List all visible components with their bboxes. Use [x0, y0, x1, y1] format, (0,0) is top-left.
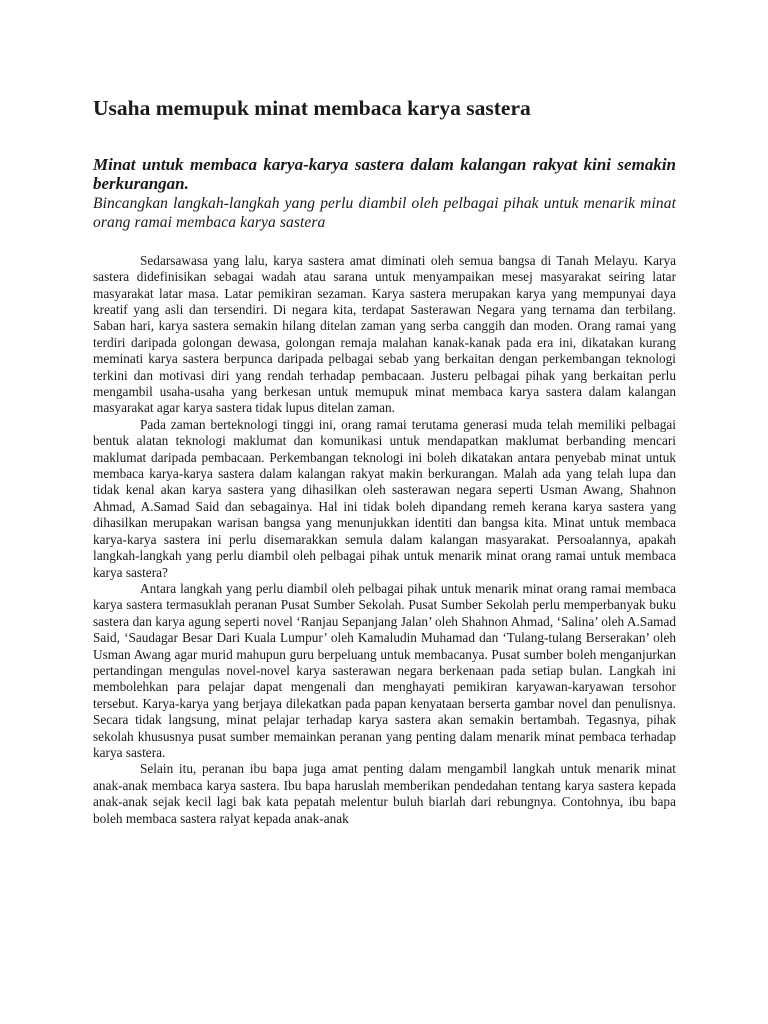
paragraph-4: Selain itu, peranan ibu bapa juga amat penting dalam mengambil langkah untuk menarik minat anak-anak membaca karya sastera. Ibu bapa haruslah memberikan pendedahan tentang karya sastera kepada anak-anak sejak kecil lagi bak kata pepatah melentur buluh biarlah dari rebungnya. Contohnya, ibu bapa boleh membaca sastera ralyat kepada anak-anak — [93, 761, 676, 826]
document-title: Usaha memupuk minat membaca karya sastera — [93, 96, 531, 120]
document-page — [93, 96, 676, 827]
essay-question: Minat untuk membaca karya-karya sastera dalam kalangan rakyat kini semakin berkurangan. — [93, 154, 676, 193]
essay-instruction: Bincangkan langkah-langkah yang perlu diambil oleh pelbagai pihak untuk menarik minat orang ramai membaca karya sastera — [93, 194, 676, 231]
paragraph-3: Antara langkah yang perlu diambil oleh pelbagai pihak untuk menarik minat orang ramai membaca karya sastera termasuklah peranan Pusat Sumber Sekolah. Pusat Sumber Sekolah perlu memperbanyak buku sastera dan karya agung seperti novel ‘Ranjau Sepanjang Jalan’ oleh Shahnon Ahmad, ‘Salina’ oleh A.Samad Said, ‘Saudagar Besar Dari Kuala Lumpur’ oleh Kamaludin Muhamad dan ‘Tulang-tulang Berserakan’ oleh Usman Awang agar murid mahupun guru berpeluang untuk membacanya. Pusat sumber boleh menganjurkan pertandingan mengulas novel-novel karya sasterawan negara berkenaan pada setiap bulan. Langkah ini membolehkan para pelajar dapat mengenali dan menghayati pemikiran karyawan-karyawan tersohor tersebut. Karya-karya yang berjaya dilekatkan pada papan kenyataan berserta gambar novel dan penulisnya. Secara tidak langsung, minat pelajar terhadap karya sastera akan semakin bertambah. Tegasnya, pihak sekolah khususnya pusat sumber memainkan peranan yang penting dalam menarik minat pembaca terhadap karya sastera. — [93, 580, 676, 760]
paragraph-2: Pada zaman berteknologi tinggi ini, orang ramai terutama generasi muda telah memiliki pelbagai bentuk alatan teknologi maklumat dan komunikasi untuk mendapatkan maklumat berbanding mencari maklumat daripada pembacaan. Perkembangan teknologi ini boleh dikatakan antara penyebab minat untuk membaca karya-karya sastera dalam kalangan rakyat makin berkurangan. Malah ada yang telah lupa dan tidak kenal akan karya sastera yang dihasilkan oleh sasterawan negara seperti Usman Awang, Shahnon Ahmad, A.Samad Said dan sebagainya. Hal ini tidak boleh dipandang remeh kerana karya sastera yang dihasilkan merupakan warisan bangsa yang menunjukkan identiti dan bangsa kita. Minat untuk membaca karya-karya sastera ini perlu disemarakkan semula dalam kalangan masyarakat. Persoalannya, apakah langkah-langkah yang perlu diambil oleh pelbagai pihak untuk menarik minat orang ramai untuk membaca karya sastera? — [93, 416, 676, 580]
essay-body — [93, 253, 676, 827]
paragraph-1: Sedarsawasa yang lalu, karya sastera amat diminati oleh semua bangsa di Tanah Melayu. Karya sastera didefinisikan sebagai wadah atau sarana untuk menyampaikan mesej masyarakat seiring latar masyarakat latar masa. Latar pemikiran sezaman. Karya sastera merupakan karya yang mempunyai daya kreatif yang asli dan tersendiri. Di negara kita, terdapat Sasterawan Negara yang ternama dan terbilang. Saban hari, karya sastera semakin hilang ditelan zaman yang serba canggih dan moden. Orang ramai yang terdiri daripada golongan dewasa, golongan remaja malahan kanak-kanak pada era ini, dikatakan kurang meminati karya sastera berpunca daripada pelbagai sebab yang berkaitan dengan perkembangan teknologi terkini dan motivasi diri yang rendah terhadap pembacaan. Justeru pelbagai pihak yang berkaitan perlu mengambil usaha-usaha yang berkesan untuk memupuk minat membaca karya sastera dalam kalangan masyarakat agar karya sastera tidak lupus ditelan zaman. — [93, 252, 676, 416]
